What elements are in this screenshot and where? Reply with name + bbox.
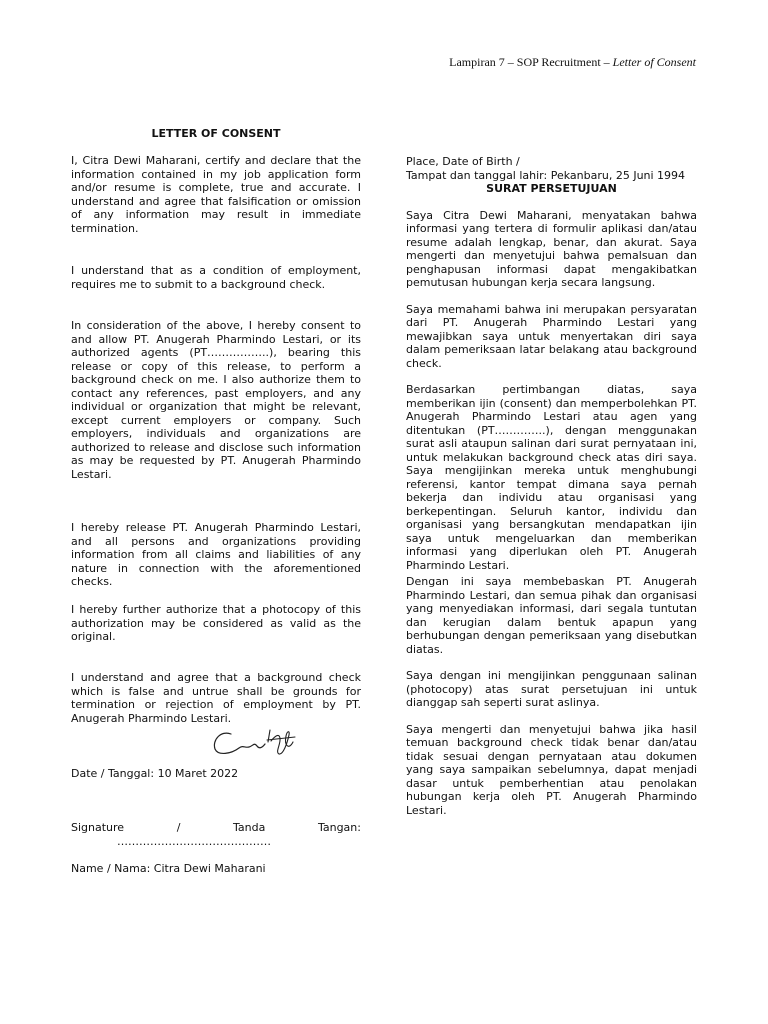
left-paragraph-2: I understand that as a condition of employment, requires me to submit to a background check.	[71, 264, 361, 291]
right-paragraph-2: Saya memahami bahwa ini merupakan persyaratan dari PT. Anugerah Pharmindo Lestari yang mewajibkan saya untuk menyertakan diri saya dalam pemeriksaan latar belakang atau background check.	[406, 302, 697, 370]
right-paragraph-5: Saya dengan ini mengijinkan penggunaan salinan (photocopy) atas surat persetujuan ini untuk dianggap sah seperti surat aslinya.	[406, 669, 697, 709]
letter-of-consent-title: LETTER OF CONSENT	[151, 127, 281, 140]
place-line-1: Place, Date of Birth /	[406, 155, 520, 168]
signature-line	[71, 821, 361, 835]
right-paragraph-3: Berdasarkan pertimbangan diatas, saya memberikan ijin (consent) dan memperbolehkan PT. Anugerah Pharmindo Lestari atau agen yang ditentukan (PT…………..), dengan menggunakan surat asli ataupun salinan dari surat pernyataan ini, untuk melakukan background check atas diri saya. Saya mengijinkan mereka untuk menghubungi referensi, kantor tempat dimana saya pernah bekerja dan individu atau organisasi yang berkepentingan. Seluruh kantor, individu dan organisasi yang bersangkutan mendapatkan ijin saya untuk mengeluarkan dan memberikan informasi yang diperlukan oleh PT. Anugerah Pharmindo Lestari.	[406, 383, 697, 572]
signature-word-4: Tangan:	[317, 821, 361, 834]
left-paragraph-3: In consideration of the above, I hereby consent to and allow PT. Anugerah Pharmindo Lestari, or its authorized agents (PT……………..), bearing this release or copy of this release, to perform a background check on me. I also authorize them to contact any references, past employers, and any individual or organization that might be relevant, except current employers or company. Such employers, individuals and organizations are authorized to release and disclose such information as may be requested by PT. Anugerah Pharmindo Lestari.	[71, 319, 361, 481]
name-line: Name / Nama: Citra Dewi Maharani	[71, 862, 266, 875]
left-paragraph-5: I hereby further authorize that a photocopy of this authorization may be considered as valid as the original.	[71, 603, 361, 643]
header-italic: Letter of Consent	[612, 55, 696, 69]
place-line-2: Tampat dan tanggal lahir: Pekanbaru, 25 Juni 1994	[406, 168, 686, 182]
signature-dots: ……………………………………	[117, 835, 271, 848]
header-text: Lampiran 7 – SOP Recruitment –	[449, 55, 613, 69]
handwritten-signature-icon	[209, 722, 301, 762]
page-header	[449, 55, 696, 70]
signature-word-2: /	[176, 821, 181, 834]
left-paragraph-1: I, Citra Dewi Maharani, certify and declare that the information contained in my job application form and/or resume is complete, true and accurate. I understand and agree that falsification or omission of any information may result in immediate termination.	[71, 154, 361, 235]
surat-persetujuan-title: SURAT PERSETUJUAN	[486, 182, 617, 195]
signature-word-3: Tanda	[233, 821, 266, 834]
right-text-block	[406, 155, 697, 817]
left-paragraph-6: I understand and agree that a background check which is false and untrue shall be grounds for termination or rejection of employment by PT. Anugerah Pharmindo Lestari.	[71, 671, 361, 725]
signature-word-1: Signature	[71, 821, 125, 834]
left-paragraph-4: I hereby release PT. Anugerah Pharmindo Lestari, and all persons and organizations providing information from all claims and liabilities of any nature in connection with the aforementioned checks.	[71, 521, 361, 588]
right-paragraph-1: Saya Citra Dewi Maharani, menyatakan bahwa informasi yang tertera di formulir aplikasi dan/atau resume adalah lengkap, benar, dan akurat. Saya mengerti dan menyetujui bahwa pemalsuan dan penghapusan informasi dapat mengakibatkan pemutusan hubungan kerja secara langsung.	[406, 208, 697, 289]
right-paragraph-6: Saya mengerti dan menyetujui bahwa jika hasil temuan background check tidak benar dan/atau tidak sesuai dengan pernyataan atau dokumen yang saya sampaikan sebelumnya, dapat menjadi dasar untuk pemberhentian atau penolakan hubungan kerja oleh PT. Anugerah Pharmindo Lestari.	[406, 722, 697, 817]
date-line: Date / Tanggal: 10 Maret 2022	[71, 767, 239, 780]
right-paragraph-4: Dengan ini saya membebaskan PT. Anugerah Pharmindo Lestari, dan semua pihak dan organisasi yang menyediakan informasi, dari segala tuntutan dan kerugian dalam bentuk apapun yang berhubungan dengan pemeriksaan yang disebutkan diatas.	[406, 575, 697, 656]
